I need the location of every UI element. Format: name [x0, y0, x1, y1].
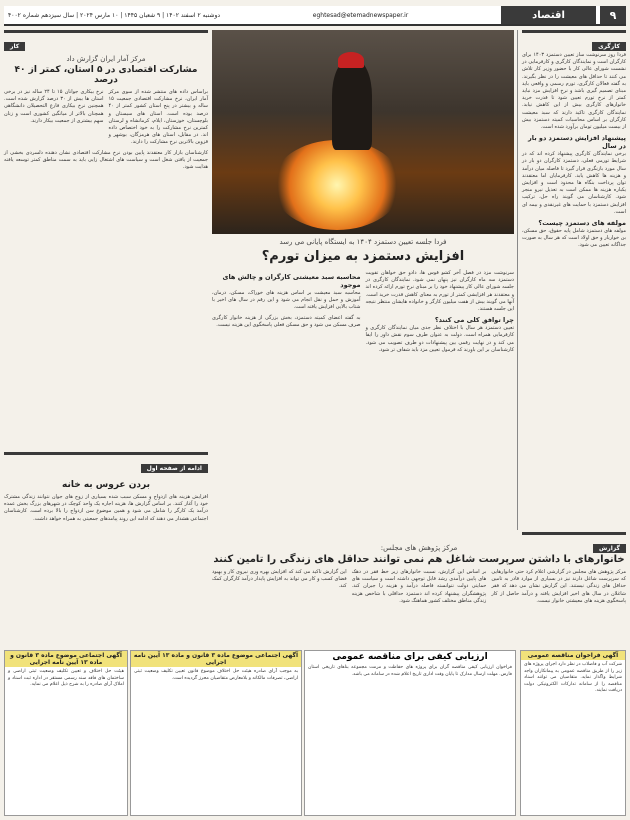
right-subhead-2: مولفه های دستمزد چیست؟ [538, 219, 626, 228]
wedding-text: افزایش هزینه های ازدواج و مسکن سبب شده بسیاری از زوج های جوان نتوانند زندگی مشترک خود را آغاز کنند. بر اساس گزارش ها، هزینه اجاره یک واحد کوچک در شهرهای بزرگ بخش عمده درآمد یک کارگر را شامل می شود و همین موضوع سن ازدواج را بالا برده است. کارشناسان اجتماعی هشدار می دهند که ادامه این روند پیامدهای جمعیتی به همراه خواهد داشت. [4, 494, 208, 522]
ad-tender-right[interactable] [520, 650, 626, 816]
right-text-1: فردا روز سرنوشت ساز تعیین دستمزد ۱۴۰۳ برای کارگران است و نمایندگان کارگری و کارفرمایی در نشست شورای عالی کار با حضور وزیر کار تلاش می کنند تا حداقل های معیشت را در نظر بگیرند. به گفته فعالان کارگری، تورم رسمی و واقعی باید مبنای تصمیم گیری باشد و نرخ افزایش مزد نباید کمتر از نرخ تورم تعیین شود تا قدرت خرید خانوارهای کارگری بیش از این کاهش نیابد. نمایندگان کارگری تاکید دارند که سبد معیشت کارگران بر اساس محاسبات کمیته دستمزد بیش از بیست میلیون تومان برآورد شده است. [522, 52, 626, 131]
right-tag-2: گزارش [593, 544, 626, 553]
ad-body: فراخوان ارزیابی کیفی مناقصه گران برای پروژه های حفاظت و مرمت مجموعه بناهای تاریخی استان فارس. مهلت ارسال مدارک تا پایان وقت اداری تاریخ اعلام شده در سامانه می باشد. [308, 665, 512, 677]
bottom-text-2: بر اساس این گزارش، نسبت خانوارهای زیر خط فقر در دهک های پایین درآمدی رشد قابل توجهی داشته است و سیاست های حمایتی دولت نتوانسته فاصله درآمد و هزینه را جبران کند. پژوهشگران پیشنهاد کرده اند دستمزد حداقلی با شاخص هزینه زندگی مناطق مختلف کشور هماهنگ شود. [351, 569, 487, 604]
dateline: دوشنبه ۲ اسفند ۱۴۰۲ | ۹ شعبان ۱۴۴۵ | ۱۰ مارس ۲۰۲۴ | سال سیزدهم شماره ۴۰۰۲ [8, 11, 221, 19]
left-kicker: مرکز آمار ایران گزارش داد [66, 55, 146, 63]
molten-fire [272, 140, 402, 230]
ad-head: ارزیابی کیفی برای مناقصه عمومی [305, 651, 515, 663]
bottom-story [212, 544, 626, 644]
left-text-3: کارشناسان بازار کار معتقدند پایین بودن نرخ مشارکت اقتصادی نشان دهنده دلسردی بخشی از جمعیت از یافتن شغل است و سیاست های اشتغال زایی باید به سمت مناطق کمتر توسعه یافته هدایت شود. [4, 149, 208, 171]
bottom-kicker: مرکز پژوهش های مجلس: [380, 544, 458, 552]
right-text-3: مولفه های دستمزد شامل پایه حقوق، حق مسکن، بن خواربار و حق اولاد است که هر سال به صورت جداگانه تعیین می شود. [522, 228, 626, 249]
ad-body: هیئت حل اختلاف و تعیین تکلیف وضعیت ثبتی اراضی و ساختمان های فاقد سند رسمی مستقر در اداره ثبت اسناد و املاک آرای صادره را به شرح ذیل اعلام می نماید. [8, 669, 124, 687]
bottom-text-1: مرکز پژوهش های مجلس در گزارشی اعلام کرد حتی خانوارهایی که سرپرست شاغل دارند نیز در بسیاری از موارد قادر به تامین حداقل های زندگی نیستند. این گزارش نشان می دهد که فقر شاغلان در سال های اخیر افزایش یافته و درآمد حاصل از کار پاسخگوی هزینه های معیشتی خانوار نیست. [491, 569, 626, 604]
left-title: مشارکت اقتصادی در ۵ استان، کمتر از ۴۰ درصد [14, 65, 198, 85]
ad-head: آگهی اجتماعی موضوع ماده ۳ قانون و ماده ۱۳ آیین نامه اجرایی [5, 651, 127, 667]
bottom-text-3: این گزارش تاکید می کند که افزایش بهره وری نیروی کار و بهبود فضای کسب و کار می تواند به افزایش پایدار درآمد کارگران کمک کند. [211, 569, 347, 590]
ad-notice-1[interactable] [4, 650, 128, 816]
ad-body: شرکت آب و فاضلاب در نظر دارد اجرای پروژه های زیر را از طریق مناقصه عمومی به پیمانکاران واجد شرایط واگذار نماید. متقاضیان می توانند اسناد مناقصه را از سامانه تدارکات الکترونیکی دولت دریافت نمایند. [524, 662, 622, 693]
wedding-story [4, 452, 208, 642]
right-tag-2-wrap [522, 532, 626, 552]
worker-figure [332, 60, 372, 150]
worker-helmet [338, 52, 364, 68]
main-text-2: تعیین دستمزد هر سال با اختلاف نظر جدی میان نمایندگان کارگری و کارفرمایی همراه است. دولت به عنوان طرف سوم نقش داور را ایفا می کند و در نهایت رقمی بین پیشنهادات دو طرف تصویب می شود. کارشناسان بر این باورند که فرمول تعیین مزد باید شفاف تر شود. [365, 325, 514, 353]
ad-head: آگهی فراخوان مناقصه عمومی [521, 651, 625, 660]
wedding-tag: ادامه از صفحه اول [141, 464, 208, 473]
column-rule [517, 30, 518, 530]
main-text-3: محاسبه سبد معیشت بر اساس هزینه های خوراک، مسکن، درمان، آموزش و حمل و نقل انجام می شود و این رقم در سال های اخیر با شتاب بالایی افزایش یافته است. [212, 290, 361, 311]
right-text-2: برخی نمایندگان کارگری پیشنهاد کرده اند که در شرایط تورمی فعلی، دستمزد کارگران دو بار در سال مورد بازنگری قرار گیرد تا فاصله میان درآمد و هزینه ها کاهش یابد. کارفرمایان اما معتقدند توان پرداخت بنگاه ها محدود است و افزایش یکباره هزینه ها ممکن است به تعدیل نیرو منجر شود. کارشناسان می گویند راه حل، ترکیب افزایش دستمزد با حمایت های غیرنقدی و بیمه ای است. [522, 151, 626, 215]
left-text-2: نرخ بیکاری جوانان ۱۵ تا ۲۴ ساله نیز در برخی استان ها بیش از ۳۰ درصد گزارش شده است. همچنین نرخ بیکاری فارغ التحصیلان دانشگاهی همچنان بالاتر از میانگین کشوری است و زنان سهم بیشتری از جمعیت بیکار دارند. [4, 89, 104, 124]
steel-worker-photo [212, 30, 514, 234]
page-number: ۹ [600, 6, 626, 24]
section-title: اقتصاد [501, 6, 596, 24]
main-story [212, 238, 514, 538]
ad-quality-tender[interactable] [304, 650, 516, 816]
left-text-1: براساس داده های منتشر شده از سوی مرکز آمار ایران، نرخ مشارکت اقتصادی جمعیت ۱۵ ساله و بیشتر در پنج استان کشور کمتر از ۴۰ درصد بوده است. استان های سیستان و بلوچستان، خوزستان، ایلام، کرمانشاه و لرستان کمترین نرخ مشارکت را به خود اختصاص داده اند. در مقابل، استان های هرمزگان، بوشهر و قزوین بالاترین نرخ مشارکت را دارند. [108, 89, 208, 146]
email-link[interactable]: eghtesad@etemadnewspaper.ir [312, 11, 409, 19]
ad-head: آگهی اجتماعی موضوع ماده ۳ قانون و ماده ۱۳ آیین نامه اجرایی [131, 651, 301, 667]
bottom-title: خانوارهای با داشتن سرپرست شاغل هم نمی توانند حداقل های زندگی را تامین کنند [213, 554, 625, 565]
main-text-4: به گفته اعضای کمیته دستمزد، بخش بزرگی از هزینه خانوار کارگری صرف مسکن می شود و حق مسکن فعلی پاسخگوی این هزینه نیست. [212, 314, 361, 328]
main-title: افزایش دستمزد به میزان تورم؟ [261, 249, 465, 264]
right-subhead-1: پیشنهاد افزایش دستمزد دو بار در سال [528, 134, 626, 151]
wedding-title: بردن عروس به خانه [62, 480, 150, 490]
main-kicker: فردا جلسه تعیین دستمزد ۱۴۰۴ به ایستگاه پایانی می رسد [279, 238, 447, 246]
ad-body: به موجب آرای صادره هیئت حل اختلاف موضوع قانون تعیین تکلیف وضعیت ثبتی اراضی، تصرفات مالکانه و بلامعارض متقاضیان محرز گردیده است. [134, 669, 298, 681]
main-subhead-2: محاسبه سبد معیشتی کارگران و چالش های موجود [222, 273, 361, 289]
main-text-1: سرنوشت مزد در فصل آخر کشو قوس ها، دادو حق خواهان تقویت دستمزد سه ماه کارگران نیز پنهان نمی شود. نمایندگان کارگری در جلسه شورای عالی کار پیشنهاد خود را بر مبنای نرخ تورم ارائه کرده اند و معتقدند هر افزایشی کمتر از تورم به معنای کاهش قدرت خرید است. آنها می گویند بیش از هفت میلیون کارگر و خانواده هایشان منتظر نتیجه این جلسه هستند. [365, 270, 514, 313]
main-subhead-1: چرا توافق کلی می کنند؟ [434, 316, 514, 325]
left-tag: کار [4, 42, 25, 51]
ad-notice-2[interactable] [130, 650, 302, 816]
right-tag: کارگری [592, 42, 626, 51]
left-column [4, 30, 208, 448]
page-header [4, 6, 626, 26]
right-column [522, 30, 626, 530]
